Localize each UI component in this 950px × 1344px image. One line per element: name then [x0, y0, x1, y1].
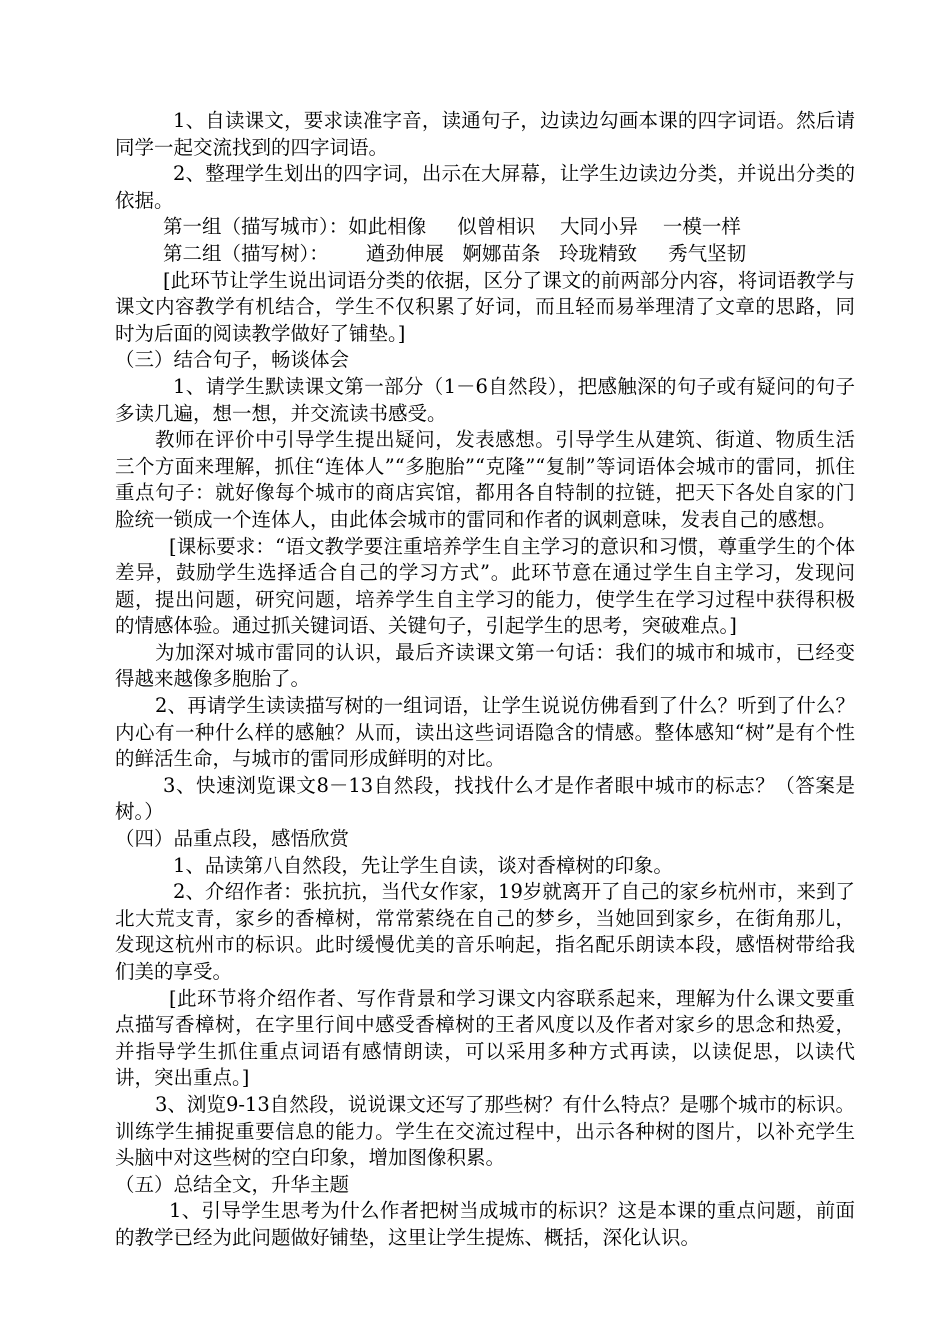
teaching-note: [课标要求：“语文教学要注重培养学生自主学习的意识和习惯，尊重学生的个体差异，鼓励学生选择适合自己的学习方式”。此环节意在通过学生自主学习，发现问题，提出问题，研究问题，培养学生自主学习的能力，使学生在学习过程中获得积极的情感体验。通过抓关键词语、关键句子，引起学生的思考，突破难点。]	[115, 534, 855, 638]
word-group-tree: 第二组（描写树）： 遒劲伸展 婀娜苗条 玲珑精致 秀气坚韧	[163, 241, 747, 265]
paragraph: 1、引导学生思考为什么作者把树当成城市的标识？这是本课的重点问题，前面的教学已经为此问题做好铺垫，这里让学生提炼、概括，深化认识。	[115, 1199, 855, 1249]
word-group-city: 第一组（描写城市）：如此相像 似曾相识 大同小异 一模一样	[163, 215, 741, 239]
section-heading: （三）结合句子，畅谈体会	[115, 348, 350, 372]
paragraph: 教师在评价中引导学生提出疑问，发表感想。引导学生从建筑、街道、物质生活三个方面来理解，抓住“连体人”“多胞胎”“克隆”“复制”等词语体会城市的雷同，抓住重点句子：就好像每个城市的商店宾馆，都用各自特制的拉链，把天下各处自家的门脸统一锁成一个连体人，由此体会城市的雷同和作者的讽刺意味，发表自己的感想。	[115, 428, 855, 531]
paragraph: 1、品读第八自然段，先让学生自读，谈对香樟树的印象。	[173, 853, 673, 877]
paragraph: 2、再请学生读读描写树的一组词语，让学生说说仿佛看到了什么？听到了什么？内心有一种什么样的感触？从而，读出这些词语隐含的情感。整体感知“树”是有个性的鲜活生命，与城市的雷同形成鲜明的对比。	[115, 694, 855, 771]
teaching-note: [此环节将介绍作者、写作背景和学习课文内容联系起来，理解为什么课文要重点描写香樟树，在字里行间中感受香樟树的王者风度以及作者对家乡的思念和热爱，并指导学生抓住重点词语有感情朗读，可以采用多种方式再读，以读促思，以读代讲，突出重点。]	[115, 986, 855, 1090]
paragraph: 3、浏览9-13自然段，说说课文还写了那些树？有什么特点？是哪个城市的标识。训练学生捕捉重要信息的能力。学生在交流过程中，出示各种树的图片，以补充学生头脑中对这些树的空白印象，增加图像积累。	[115, 1092, 855, 1170]
section-heading: （四）品重点段，感悟欣赏	[115, 827, 350, 851]
paragraph: 1、请学生默读课文第一部分（1－6自然段），把感触深的句子或有疑问的句子多读几遍，想一想，并交流读书感受。	[115, 374, 855, 425]
section-heading: （五）总结全文，升华主题	[115, 1172, 350, 1196]
paragraph: 2、介绍作者：张抗抗，当代女作家，19岁就离开了自己的家乡杭州市，来到了北大荒支青，家乡的香樟树，常常萦绕在自己的梦乡，当她回到家乡，在街角那儿，发现这杭州市的标识。此时缓慢优美的音乐响起，指名配乐朗读本段，感悟树带给我们美的享受。	[115, 880, 855, 983]
paragraph: 为加深对城市雷同的认识，最后齐读课文第一句话：我们的城市和城市，已经变得越来越像多胞胎了。	[115, 640, 855, 691]
paragraph: 1、自读课文，要求读准字音，读通句子，边读边勾画本课的四字词语。然后请同学一起交流找到的四字词语。	[115, 109, 855, 159]
teaching-note: [此环节让学生说出词语分类的依据，区分了课文的前两部分内容，将词语教学与课文内容教学有机结合，学生不仅积累了好词，而且轻而易举理清了文章的思路，同时为后面的阅读教学做好了铺垫。]	[115, 268, 855, 345]
paragraph: 2、整理学生划出的四字词，出示在大屏幕，让学生边读边分类，并说出分类的依据。	[115, 162, 855, 212]
paragraph: 3、快速浏览课文8－13自然段，找找什么才是作者眼中城市的标志？（答案是树。）	[115, 773, 855, 824]
document-body	[115, 108, 855, 1252]
